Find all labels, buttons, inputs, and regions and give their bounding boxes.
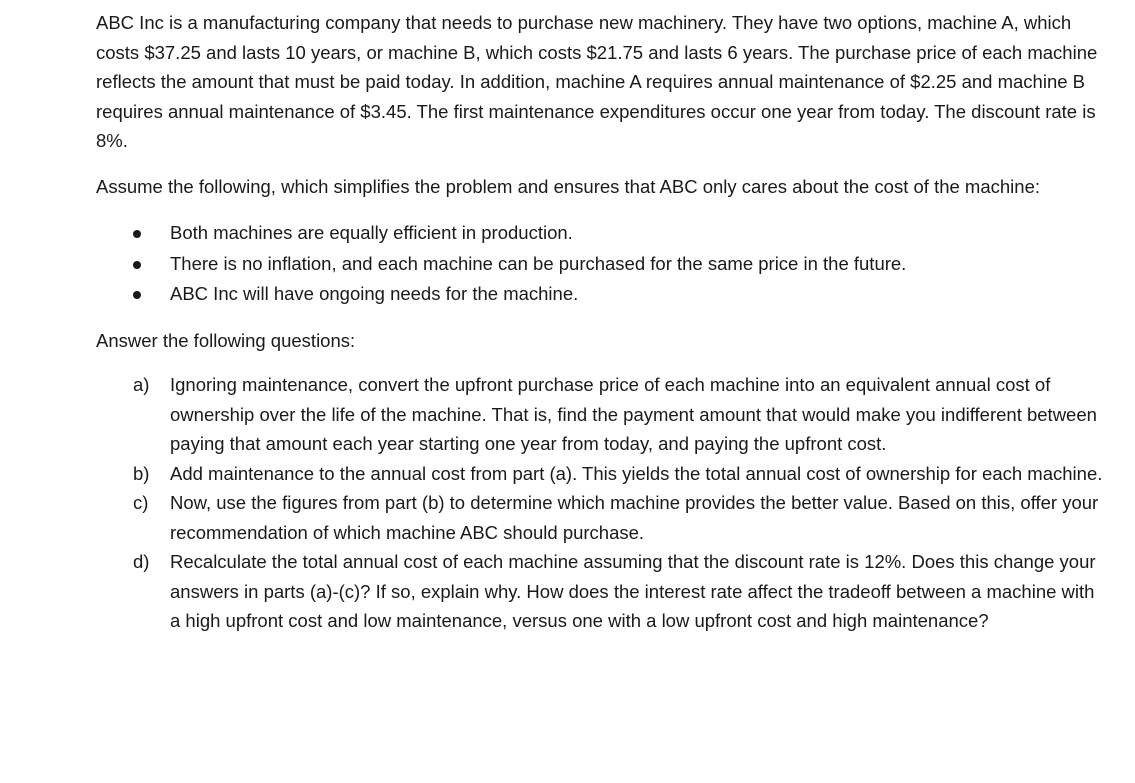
assumptions-list: [96, 218, 1106, 310]
questions-lead: Answer the following questions:: [96, 329, 356, 351]
assumption-text: ABC Inc will have ongoing needs for the machine.: [170, 283, 579, 304]
assumption-text: Both machines are equally efficient in production.: [170, 222, 573, 243]
question-marker: c): [133, 492, 149, 513]
question-marker: b): [133, 462, 150, 484]
question-text: Recalculate the total annual cost of each machine assuming that the discount rate is 12%. Does this change your answers in parts (a)-(c)? If so, explain why. How does the interest rate affect the tradeoff between a machine with a high upfront cost and low maintenance, versus one with a low upfront cost and high maintenance?: [170, 551, 1096, 631]
questions-list: [96, 370, 1106, 636]
question-marker: d): [133, 551, 150, 572]
question-text: Now, use the figures from part (b) to determine which machine provides the better value. Based on this, offer your recommendation of which machine ABC should purchase.: [170, 492, 1099, 543]
intro-paragraph: ABC Inc is a manufacturing company that needs to purchase new machinery. They have two options, machine A, which costs $37.25 and lasts 10 years, or machine B, which costs $21.75 and lasts 6 years. The purchase price of each machine reflects the amount that must be paid today. In addition, machine A requires annual maintenance of $2.25 and machine B requires annual maintenance of $3.45. The first maintenance expenditures occur one year from today. The discount rate is 8%.: [96, 12, 1098, 151]
question-item: [96, 488, 1106, 547]
question-text: Add maintenance to the annual cost from part (a). This yields the total annual cost of ownership for each machine.: [170, 462, 1103, 484]
assumption-text: There is no inflation, and each machine can be purchased for the same price in the future.: [170, 252, 907, 274]
assumption-item: [96, 218, 1106, 249]
assumption-item: [96, 249, 1106, 280]
question-item: [96, 370, 1106, 459]
question-text: Ignoring maintenance, convert the upfront purchase price of each machine into an equivalent annual cost of ownership over the life of the machine. That is, find the payment amount that would make you indifferent between paying that amount each year starting one year from today, and paying the upfront cost.: [170, 374, 1097, 454]
question-item: [96, 459, 1106, 489]
document-page: [96, 8, 1106, 636]
bullet-icon: [133, 230, 141, 238]
assumptions-lead: Assume the following, which simplifies the problem and ensures that ABC only cares about the cost of the machine:: [96, 175, 1040, 197]
assumption-item: [96, 279, 1106, 310]
bullet-icon: [133, 291, 141, 299]
bullet-icon: [133, 261, 141, 269]
question-item: [96, 547, 1106, 636]
question-marker: a): [133, 374, 150, 395]
